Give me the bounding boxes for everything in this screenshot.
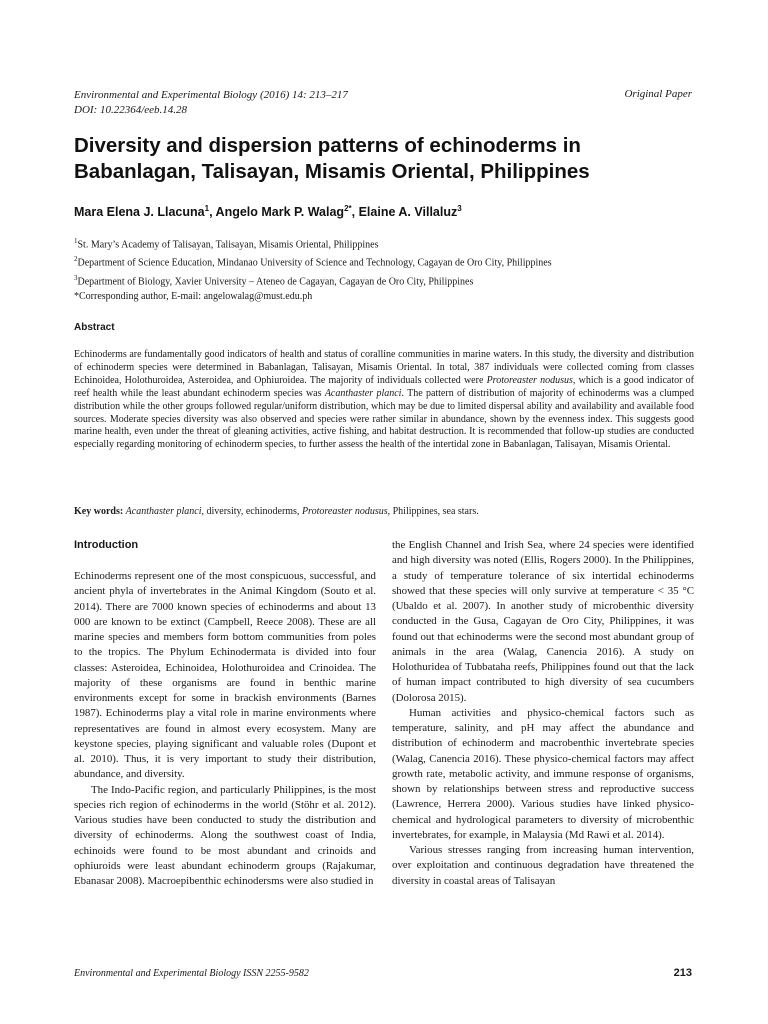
keywords xyxy=(74,506,694,517)
affiliation-item xyxy=(74,271,552,289)
paper-title: Diversity and dispersion patterns of echinoderms in Babanlagan, Talisayan, Misamis Oriental, Philippines xyxy=(74,134,590,183)
affiliation-mark: 2 xyxy=(74,255,78,264)
page-number: 213 xyxy=(673,967,692,979)
affiliation-item xyxy=(74,234,552,252)
keyword-species: Acanthaster planci xyxy=(125,506,202,517)
journal-reference xyxy=(74,88,348,118)
author-name: Elaine A. Villaluz xyxy=(358,205,458,220)
keyword-text: , Philippines, sea stars. xyxy=(387,506,479,517)
author-separator: , xyxy=(351,205,359,220)
abstract-text-part: . The pattern of distribution of majority of echinoderms was a clumped distribution while the other groups followed regular/uniform distribution, which may be due to limited dispersal ability and availability and available food sources. Moderate species diversity was also observed and species were rather similar in abundance, shown by the evenness index. This suggests good marine health, even under the threat of gleaning activities, active fishing, and habitat destruction. It is recommended that follow-up studies are conducted especially regarding monitoring of echinoderm species, to further assess the health of the intertidal zone in Babanlagan, Talisayan, Misamis Oriental. xyxy=(74,387,694,451)
keywords-label: Key words: xyxy=(74,506,124,517)
abstract-text-part: Echinoderms are fundamentally good indicators of health and status of coralline communities in marine waters. In this study, the diversity and distribution of echinoderm species were determined in Babanlagan, Talisayan, Misamis Oriental. In total, 387 individuals were collected coming from classes Echinoidea, Holothuroidea, Asteroidea, and Ophiuroidea. The majority of individuals collected were xyxy=(74,349,694,386)
abstract-heading: Abstract xyxy=(74,322,115,333)
affiliation-item xyxy=(74,252,552,270)
body-column-left xyxy=(74,569,376,889)
abstract-text xyxy=(74,349,694,452)
corresponding-author: *Corresponding author, E-mail: angelowalag@must.edu.ph xyxy=(74,291,313,302)
doi[interactable]: DOI: 10.22364/eeb.14.28 xyxy=(74,104,188,116)
abstract-text-part: , which is a good indicator of reef health while the least abundant echinoderm species was xyxy=(74,374,694,399)
author-list xyxy=(74,204,462,219)
affiliation-list xyxy=(74,234,552,289)
keyword-species: Protoreaster nodusus xyxy=(301,506,388,517)
journal-citation: Environmental and Experimental Biology (2016) 14: 213–217 xyxy=(74,89,348,101)
paper-type-label: Original Paper xyxy=(624,88,692,100)
author-name: Mara Elena J. Llacuna xyxy=(74,205,205,220)
affiliation-mark: 3 xyxy=(74,273,78,282)
keyword-text: , diversity, echinoderms, xyxy=(201,506,302,517)
body-paragraph: Human activities and physico-chemical factors such as temperature, salinity, and pH may affect the abundance and distribution of echinoderm and macrobenthic invertebrate species (Walag, Canencia 2016). These physico-chemical factors may affect growth rate, metabolic activity, and immune response of organisms, shown by relationships between stress and reproductive success (Lawrence, Herrera 2000). Various studies have linked physico-chemical and hydrological parameters to diversity of microbenthic invertebrates, for example, in Malaysia (Md Rawi et al. 2014). xyxy=(392,706,694,841)
body-paragraph: the English Channel and Irish Sea, where 24 species were identified and high diversity was noted (Ellis, Rogers 2000). In the Philippines, a study of temperature tolerance of six intertidal echinoderms showed that these species will only survive at temperature < 35 °C (Ubaldo et al. 2007). In another study of microbenthic diversity conducted in the Gusa, Cagayan de Oro City, Philippines, it was found out that echinoderms were the second most abundant group of animals in the area (Walag, Canencia 2016). A study on Holothuridea of Tubbataha reefs, Philippines found out that the lack of human impact contributed to high diversity of sea cucumbers (Dolorosa 2015). xyxy=(392,539,694,704)
section-heading-introduction: Introduction xyxy=(74,539,139,551)
author-affiliation-mark: 3 xyxy=(457,204,462,213)
affiliation-mark: 1 xyxy=(74,237,78,245)
author-affiliation-mark: 1 xyxy=(204,204,210,213)
species-name: Acanthaster planci xyxy=(324,387,402,399)
affiliation-text: Department of Science Education, Mindanao University of Science and Technology, Cagayan de Oro City, Philippines xyxy=(77,257,552,269)
author-name: Angelo Mark P. Walag xyxy=(215,205,345,220)
body-column-right xyxy=(392,538,694,889)
species-name: Protoreaster nodusus xyxy=(486,374,573,386)
author-separator: , xyxy=(209,205,216,220)
affiliation-text: St. Mary’s Academy of Talisayan, Talisayan, Misamis Oriental, Philippines xyxy=(77,239,379,251)
affiliation-text: Department of Biology, Xavier University – Ateneo de Cagayan, Cagayan de Oro City, Philippines xyxy=(77,275,474,287)
body-paragraph: Echinoderms represent one of the most conspicuous, successful, and ancient phyla of invertebrates in the Animal Kingdom (Souto et al. 2014). There are 7000 known species of echinoderms and about 13 000 are known to be extinct (Campbell, Reece 2008). These are all marine species and members form bottom communities from poles to the tropics. The Phylum Echinodermata is divided into four classes: Asteroidea, Echinoidea, Holothuroidea and Crinoidea. The majority of these organisms are found in benthic marine environments except for some in brackish environments (Barnes 1987). Echinoderms play a vital role in marine environments where representatives are found in almost every ecosystem. Many are keystone species, playing significant and valuable roles (Dupont et al. 2010). Thus, it is very important to study their distribution, abundance, and diversity. xyxy=(74,570,376,781)
author-affiliation-mark: 2* xyxy=(344,204,352,213)
body-paragraph: Various stresses ranging from increasing human intervention, over exploitation and continuous degradation have threatened the diversity in coastal areas of Talisayan xyxy=(392,844,694,887)
body-paragraph: The Indo-Pacific region, and particularly Philippines, is the most species rich region of echinoderms in the world (Stöhr et al. 2012). Various studies have been conducted to study the distribution and diversity of echinoderms. Along the southwest coast of India, echinoids were found to be most abundant and crinoids and ophiuroids were least abundant echinoderm groups (Rajakumar, Ebanasar 2008). Macroepibenthic echinodersms were also studied in xyxy=(74,783,376,887)
footer-journal: Environmental and Experimental Biology ISSN 2255-9582 xyxy=(74,968,309,979)
